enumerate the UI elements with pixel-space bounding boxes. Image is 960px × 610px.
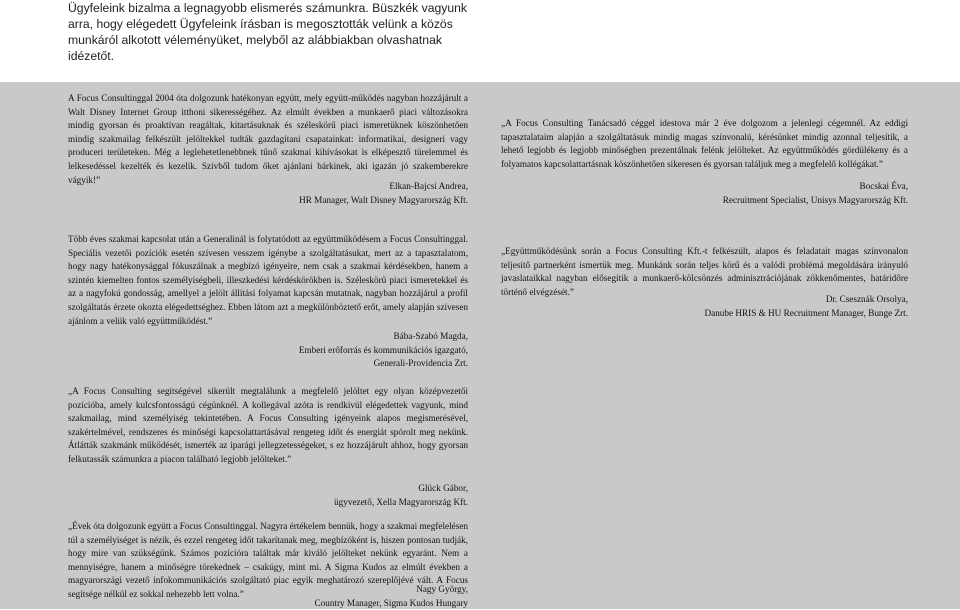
- testimonial-signature-unisys: [501, 180, 908, 207]
- signatory-name: Dr. Csesznák Orsolya,: [825, 294, 908, 304]
- testimonial-text-bunge: „Együttműködésünk során a Focus Consulting Kft.-t felkészült, alapos és feladatait magas színvonalon teljesítő partnerként ismertük meg. Munkánk során teljes körű és a valódi problémá megoldására irányuló javaslataikkal nagyban elősegítik a munkaerő-kölcsönzés adminisztrációjának zökkenőmentes, határidőre történő elvégzését.”: [501, 246, 908, 297]
- signatory-name: Glück Gábor,: [418, 483, 468, 493]
- signatory-title: HR Manager, Walt Disney Magyarország Kft.: [299, 194, 468, 205]
- testimonial-text-xella: „A Focus Consulting segítségével sikerült megtalálunk a megfelelő jelöltet egy olyan középvezetői pozícióba, amely kulcsfontosságú cégünknél. A kollegával azóta is rendkívül elégedettek vagyunk, mind szakmailag, mind személyiség tekintetében. A Focus Consulting igényeink alapos megismerésével, szakértelmével, rendszeres és minőségi kapcsolattartásával rengeteg időt és energiát spórolt meg nekünk. Átlátták szakmánk működését, ismerték az iparági jellegzetességeket, s ez hozzájárult ahhoz, hogy gyorsan felkutassák számunkra a piacon található legjobb jelölteket.”: [68, 386, 468, 464]
- testimonial-text-walt-disney: A Focus Consultinggal 2004 óta dolgozunk hatékonyan együtt, mely együtt-működés nagyban hozzájárult a Walt Disney Internet Group itthoni sikerességéhez. Az elmúlt években a munkaerő piaci változásokra mindig gyorsan és proaktívan reagáltak, kitartásuknak és széleskörű piaci ismeretüknek köszönhetően mindig szakmailag felkészült jelöltekkel tudták gazdagítani csapatainkat: informatikai, designeri vagy produceri területeken. Még a leglehetetlenebbnek tűnő szakmai kihívásokat is elképesztő türelemmel és lelkesedéssel kezelték és kezelik. Szívből tudom őket ajánlani bárkinek, aki igazán jó szakemberekre vágyik!”: [68, 93, 468, 185]
- signatory-title: Danube HRIS & HU Recruitment Manager, Bunge Zrt.: [704, 307, 908, 318]
- testimonial-signature-walt-disney: [68, 180, 468, 207]
- testimonial-signature-sigma-kudos: [68, 583, 468, 610]
- testimonial-text-sigma-kudos: „Évek óta dolgozunk együtt a Focus Consultinggal. Nagyra értékelem bennük, hogy a szakmai megfelelésen túl a személyiséget is nézik, és ezzel rengeteg időt takarítanak meg, megbízóként is, hiszen pontosan tudják, hogy mire van szükségünk. Számos pozícióra találtak már kiváló jelölteket nekünk egyaránt. Nem a mennyiségre, hanem a minőségre törekednek – csakúgy, mint mi. A Sigma Kudos az elmúlt években a magyarországi vezető infokommunikációs szolgáltató piac egyik meghatározó szereplőjévé vált. A Focus segítsége nélkül ez sokkal nehezebb lett volna.”: [68, 521, 468, 599]
- signatory-name: Nagy György,: [416, 584, 468, 594]
- signatory-name: Elkan-Bajcsi Andrea,: [389, 181, 468, 191]
- signatory-title: ügyvezető, Xella Magyarország Kft.: [334, 496, 468, 507]
- signatory-name: Bába-Szabó Magda,: [393, 331, 468, 341]
- signatory-name: Bocskai Éva,: [859, 181, 908, 191]
- intro-paragraph: Ügyfeleink bizalma a legnagyobb elismerés számunkra. Büszkék vagyunk arra, hogy elégedett Ügyfeleink írásban is megosztották velünk a közös munkáról alkotott véleményüket, melyből az alábbiakban olvashatnak idézetőt.: [68, 1, 467, 63]
- signatory-title: Country Manager, Sigma Kudos Hungary: [314, 597, 468, 608]
- testimonial-text-unisys: „A Focus Consulting Tanácsadó céggel idestova már 2 éve dolgozom a jelenlegi cégemnél. Az eddigi tapasztalataim alapján a szolgáltatásuk mindig magas színvonalú, kérésünket mindig azonnal teljesítik, a lehető legjobb és legjobb minőségben prezentálnak felénk jelölteket. Az együttműködés gördülékeny és a folyamatos kapcsolattartásnak köszönhetően sikeresen és gyorsan találjuk meg a megfelelő kollégákat.”: [501, 118, 908, 169]
- testimonial-signature-generali: [68, 330, 468, 371]
- signatory-title: Recruitment Specialist, Unisys Magyarország Kft.: [722, 194, 908, 205]
- signatory-title: Emberi erőforrás és kommunikációs igazgató,: [298, 344, 468, 355]
- testimonial-text-generali: Több éves szakmai kapcsolat után a Generalinál is folytatódott az együttműködésem a Focus Consultinggal. Speciális vezetői pozíciók esetén szívesen vesszem igénybe a szolgáltatásukat, mert az a tapasztalatom, hogy nagy hatékonysággal fókuszálnak a megbízó igényeire, nem csak a szakmai kérdésekben, hanem a szintén kiemelten fontos személyiségbeli, illeszkedési kérdéskörökben is. Széleskörű piaci ismeretekkel és az a nagyfokú gondosság, amellyel a jelölt állítási folyamat kapcsán mutatnak, nagyban hozzájárul a profil szolgáltatás érzete okozta elégedettséghez. Ebben látom azt a megkülönböztető erőt, amely alapján szívesen ajánlom a velük való együttműködést.”: [68, 234, 468, 326]
- testimonial-signature-bunge: [501, 293, 908, 320]
- signatory-company: Generali-Providencia Zrt.: [373, 358, 468, 369]
- testimonial-signature-xella: [68, 482, 468, 509]
